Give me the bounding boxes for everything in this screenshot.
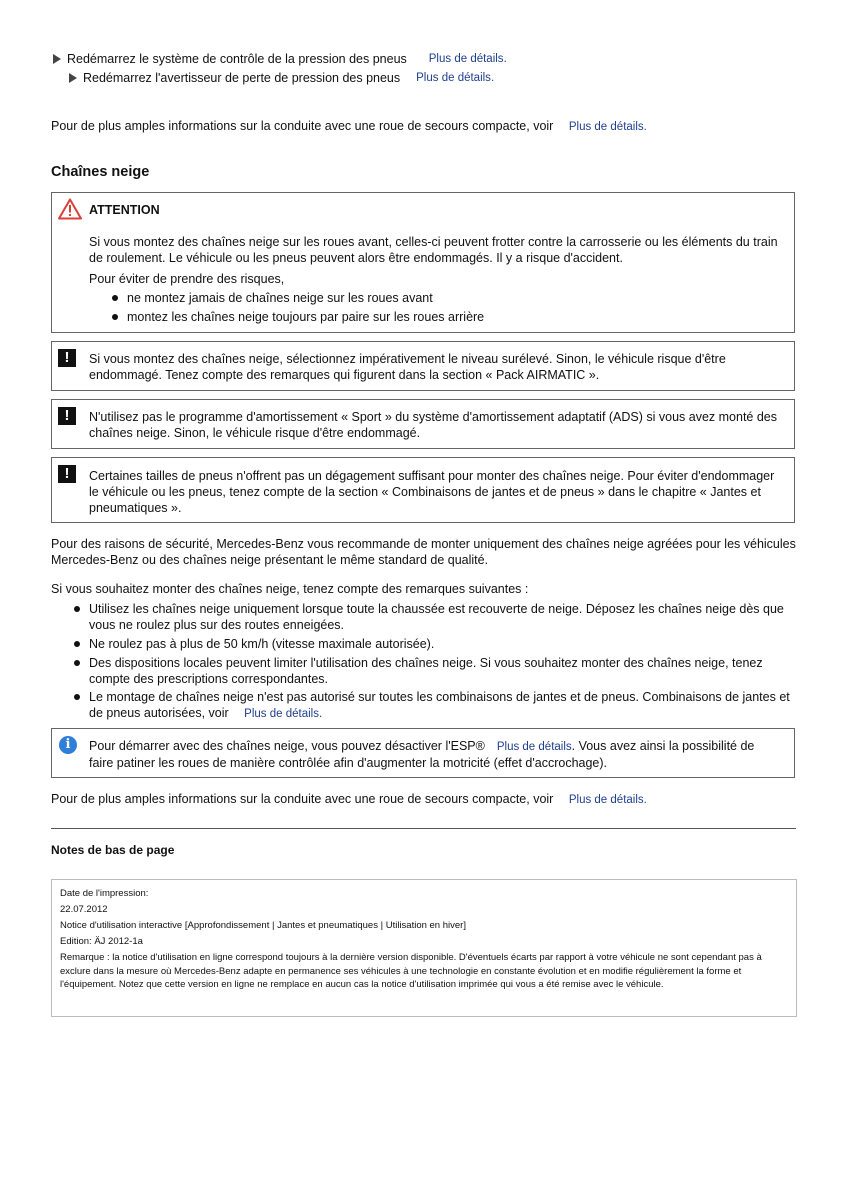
more-details-link[interactable]: Plus de détails. xyxy=(416,72,495,84)
arrow-right-icon xyxy=(53,54,61,64)
exclamation-icon: ! xyxy=(58,407,76,425)
attention-text: Si vous montez des chaînes neige sur les roues avant, celles-ci peuvent frotter contre la carrosserie ou les éléments du train de roulement. Le véhicule ou les pneus peuvent alors être endommagés. Il y a risque d'accident. xyxy=(89,235,778,265)
restart-deflation-warning-step xyxy=(69,71,494,85)
more-details-link[interactable]: Plus de détails. xyxy=(428,53,507,65)
spare-wheel-info: Pour de plus amples informations sur la conduite avec une roue de secours compacte, voir Plus de détails. xyxy=(51,792,647,806)
footnotes-box xyxy=(51,879,797,1017)
info-icon: i xyxy=(59,736,77,754)
exclamation-icon: ! xyxy=(58,349,76,367)
section-title: Chaînes neige xyxy=(51,164,150,180)
print-date-label: Date de l'impression: xyxy=(60,888,149,899)
exclamation-icon: ! xyxy=(58,465,76,483)
step-text: Redémarrez l'avertisseur de perte de pression des pneus xyxy=(83,71,401,85)
info-text: Pour démarrer avec des chaînes neige, vous pouvez désactiver l'ESP® Plus de détails. Vous avez ainsi la possibilité de faire patiner les roues de manière contrôlée afin d'augmenter la motricité (effet d'accrochage). xyxy=(89,739,755,770)
note-text: N'utilisez pas le programme d'amortissement « Sport » du système d'amortissement adaptatif (ADS) si vous avez monté des chaînes neige. Sinon, le véhicule risque d'être endommagé. xyxy=(89,410,778,440)
note-box xyxy=(51,457,795,523)
restart-tpms-step xyxy=(53,52,507,66)
edition: Edition: ÄJ 2012-1a xyxy=(60,936,143,948)
note-text: Si vous montez des chaînes neige, sélectionnez impérativement le niveau surélevé. Sinon, le véhicule risque d'être endommagé. Tenez compte des remarques qui figurent dans la section « Pack AIRMATIC ». xyxy=(89,352,726,382)
list-item: Des dispositions locales peuvent limiter l'utilisation des chaînes neige. Si vous souhaitez monter des chaînes neige, tenez compte des prescriptions correspondantes. xyxy=(89,655,796,687)
remark: Remarque : la notice d'utilisation en ligne correspond toujours à la dernière version disponible. D'éventuels écarts par rapport à votre véhicule ne sont cependant pas à exclure dans la mesure où Mercedes-Benz adapte en permanence ses véhicules à une technologie en constante évolution et en modifie régulièrement la forme et l'équipement. Notez que cette version en ligne ne remplace en aucun cas la notice d'utilisation imprimée qui vous a été remise avec le véhicule. xyxy=(60,952,762,991)
note-box xyxy=(51,399,795,449)
remarks-paragraph: Si vous souhaitez monter des chaînes neige, tenez compte des remarques suivantes : xyxy=(51,582,529,596)
notice-path: Notice d'utilisation interactive [Approfondissement | Jantes et pneumatiques | Utilisation en hiver] xyxy=(60,920,466,932)
step-text: Redémarrez le système de contrôle de la pression des pneus xyxy=(67,52,407,66)
note-box xyxy=(51,341,795,391)
attention-box xyxy=(51,192,795,333)
print-date: 22.07.2012 xyxy=(60,904,108,916)
more-details-link[interactable]: Plus de détails. xyxy=(244,708,323,720)
arrow-right-icon xyxy=(69,73,77,83)
more-details-link[interactable]: Plus de détails xyxy=(496,741,572,753)
list-item: montez les chaînes neige toujours par paire sur les roues arrière xyxy=(127,310,485,324)
list-item: Le montage de chaînes neige n'est pas autorisé sur toutes les combinaisons de jantes et de pneus. Combinaisons de jantes et de pneus autorisées, voir Plus de détails. xyxy=(89,689,796,722)
footnotes-title: Notes de bas de page xyxy=(51,843,175,857)
more-details-link[interactable]: Plus de détails. xyxy=(568,121,647,133)
divider xyxy=(51,828,796,829)
warning-triangle-icon xyxy=(58,198,82,220)
list-item: Ne roulez pas à plus de 50 km/h (vitesse maximale autorisée). xyxy=(89,636,796,652)
attention-title: ATTENTION xyxy=(89,203,160,217)
list-item: ne montez jamais de chaînes neige sur les roues avant xyxy=(127,291,433,305)
info-box xyxy=(51,728,795,778)
security-paragraph: Pour des raisons de sécurité, Mercedes-Benz vous recommande de monter uniquement des chaînes neige agréées pour les véhicules Mercedes-Benz ou des chaînes neige présentant le même standard de qualité. xyxy=(51,537,796,567)
more-details-link[interactable]: Plus de détails. xyxy=(568,794,647,806)
list-item: Utilisez les chaînes neige uniquement lorsque toute la chaussée est recouverte de neige. Déposez les chaînes neige dès que vous ne roulez plus sur des routes enneigées. xyxy=(89,601,796,633)
attention-text: Pour éviter de prendre des risques, xyxy=(89,272,285,286)
note-text: Certaines tailles de pneus n'offrent pas un dégagement suffisant pour monter des chaînes neige. Pour éviter d'endommager le véhicule ou les pneus, tenez compte de la section « Combinaisons de jantes et de pneus » dans le chapitre « Jantes et pneumatiques ». xyxy=(89,469,775,515)
spare-wheel-info: Pour de plus amples informations sur la conduite avec une roue de secours compacte, voir Plus de détails. xyxy=(51,119,647,133)
